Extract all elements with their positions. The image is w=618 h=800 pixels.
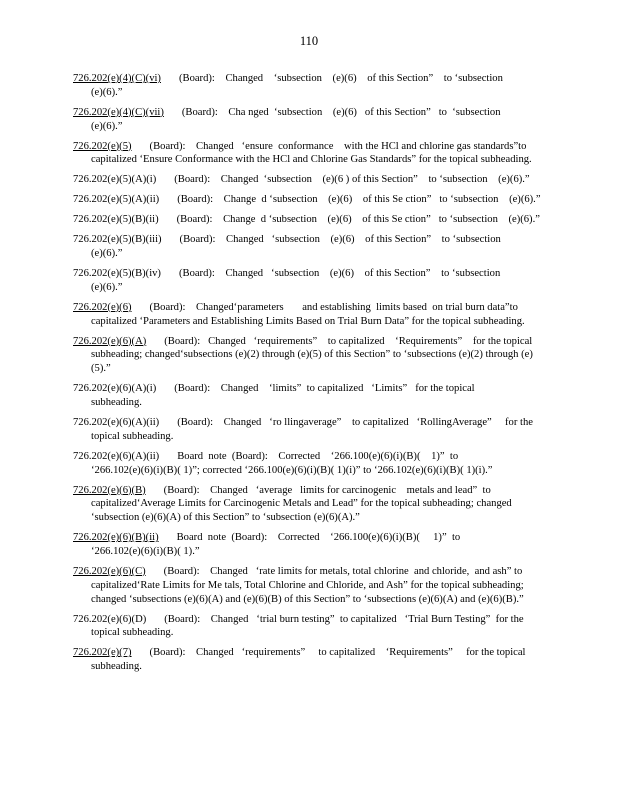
amendment-entry [73,106,551,134]
amendment-text: (Board): Changed ‘requirements” to capitalized ‘Requirements” for the topical [149,647,526,659]
amendment-text: (Board): Change d ‘subsection (e)(6) of this Se ction” to ‘subsection (e)(6).” [176,214,540,226]
amendment-text: (Board): Changed ‘ro llingaverage” to capitalized ‘RollingAverage” for the [177,417,533,428]
section-citation: 726.202(e)(6)(A)(i) [73,383,157,395]
amendment-entry [73,416,551,444]
amendment-entry [73,72,551,100]
section-citation: 726.202(e)(5)(A)(ii) [73,194,160,206]
section-citation: 726.202(e)(4)(C)(vii) [73,106,164,118]
amendment-entry [73,646,551,674]
amendment-text: (Board): Changed ‘ensure conformance with the HCl and chlorine gas standards”to [149,140,527,152]
amendment-entry [73,382,551,410]
amendment-text: (Board): Changed ‘subsection (e)(6) of this Section” to ‘subsection [178,73,503,84]
section-citation: 726.202(e)(6)(B) [73,484,146,496]
amendment-entry [73,484,551,525]
section-citation: 726.202(e)(4)(C)(vi) [73,73,161,84]
amendment-continuation: topical subheading. [91,430,174,442]
page-number: 110 [299,34,319,48]
amendment-text: Board note (Board): Corrected ‘266.100(e)(6)(i)(B)( 1)” to [176,532,461,544]
section-citation: 726.202(e)(5)(B)(iv) [73,268,161,280]
amendment-continuation: capitalized‘Average Limits for Carcinogenic Metals and Lead” for the topical subheading; changed ‘subsection (e)(6)(A) of this Section” to ‘subsection (e)(6)(A).” [91,498,512,524]
amendment-continuation: subheading. [91,397,142,409]
section-citation: 726.202(e)(5)(B)(iii) [73,234,162,246]
amendment-entry [73,173,551,187]
amendment-text: (Board): Changed ‘subsection (e)(6) of this Section” to ‘subsection [178,268,501,280]
section-citation: 726.202(e)(6)(A)(ii) [73,417,160,428]
amendment-continuation: ‘266.102(e)(6)(i)(B)( 1).” [91,545,200,557]
amendment-text: (Board): Changed ‘trial burn testing” to capitalized ‘Trial Burn Testing” for the [164,613,524,625]
amendment-continuation: subheading. [91,661,142,673]
amendment-continuation: (e)(6).” [91,248,123,260]
amendment-continuation: capitalized ‘Ensure Conformance with the HCl and Chlorine Gas Standards” for the topical subheading. [91,154,532,166]
amendment-text: (Board): Changed ‘limits” to capitalized ‘Limits” for the topical [174,383,475,395]
amendment-entry [73,213,551,227]
amendment-text: (Board): Changed ‘requirements” to capitalized ‘Requirements” for the topical [164,335,533,347]
amendment-entry [73,450,551,478]
amendment-text: (Board): Changed‘parameters and establishing limits based on trial burn data”to [149,301,518,313]
amendment-entry [73,140,551,168]
amendment-entry [73,193,551,207]
section-citation: 726.202(e)(7) [73,647,132,659]
amendment-entry [73,267,551,295]
amendment-text: Board note (Board): Corrected ‘266.100(e)(6)(i)(B)( 1)” to [177,450,459,462]
section-citation: 726.202(e)(6)(A)(ii) [73,450,160,462]
amendment-list [73,72,551,680]
section-citation: 726.202(e)(6)(B)(ii) [73,532,159,544]
section-citation: 726.202(e)(6)(D) [73,613,147,625]
amendment-entry [73,233,551,261]
section-citation: 726.202(e)(5)(A)(i) [73,174,157,186]
amendment-continuation: ‘266.102(e)(6)(i)(B)( 1)”; corrected ‘266.100(e)(6)(i)(B)( 1)(i)” to ‘266.102(e)(6)(i)(B)( 1)(i).” [91,464,493,476]
section-citation: 726.202(e)(6)(C) [73,565,146,577]
amendment-continuation: (e)(6).” [91,120,123,132]
amendment-text: (Board): Changed ‘average limits for carcinogenic metals and lead” to [163,484,491,496]
amendment-entry [73,613,551,641]
amendment-continuation: topical subheading. [91,627,174,639]
amendment-entry [73,531,551,559]
amendment-text: (Board): Change d ‘subsection (e)(6) of this Se ction” to ‘subsection (e)(6).” [177,194,541,206]
amendment-text: (Board): Changed ‘subsection (e)(6 ) of this Section” to ‘subsection (e)(6).” [174,174,530,186]
amendment-entry [73,301,551,329]
section-citation: 726.202(e)(6)(A) [73,335,147,347]
section-citation: 726.202(e)(6) [73,301,132,313]
amendment-continuation: (e)(6).” [91,281,123,293]
amendment-text: (Board): Changed ‘subsection (e)(6) of this Section” to ‘subsection [179,234,501,246]
amendment-continuation: (e)(6).” [91,86,123,98]
amendment-entry [73,565,551,606]
amendment-text: (Board): Cha nged ‘subsection (e)(6) of this Section” to ‘subsection [181,106,501,118]
amendment-continuation: subheading; changed‘subsections (e)(2) through (e)(5) of this Section” to ‘subsections (e)(2) through (e)(5).” [91,349,533,375]
section-citation: 726.202(e)(5)(B)(ii) [73,214,159,226]
amendment-text: (Board): Changed ‘rate limits for metals, total chlorine and chloride, and ash” to [163,565,523,577]
amendment-continuation: capitalized‘Rate Limits for Me tals, Total Chlorine and Chloride, and Ash” for the topical subheading; changed ‘subsections (e)(6)(A) and (e)(6)(B) of this Section” to ‘subsections (e)(6)(A) and (e)(6)(B).” [91,579,524,605]
section-citation: 726.202(e)(5) [73,140,132,152]
amendment-continuation: capitalized ‘Parameters and Establishing Limits Based on Trial Burn Data” for the topical subheading. [91,315,525,327]
amendment-entry [73,335,551,376]
